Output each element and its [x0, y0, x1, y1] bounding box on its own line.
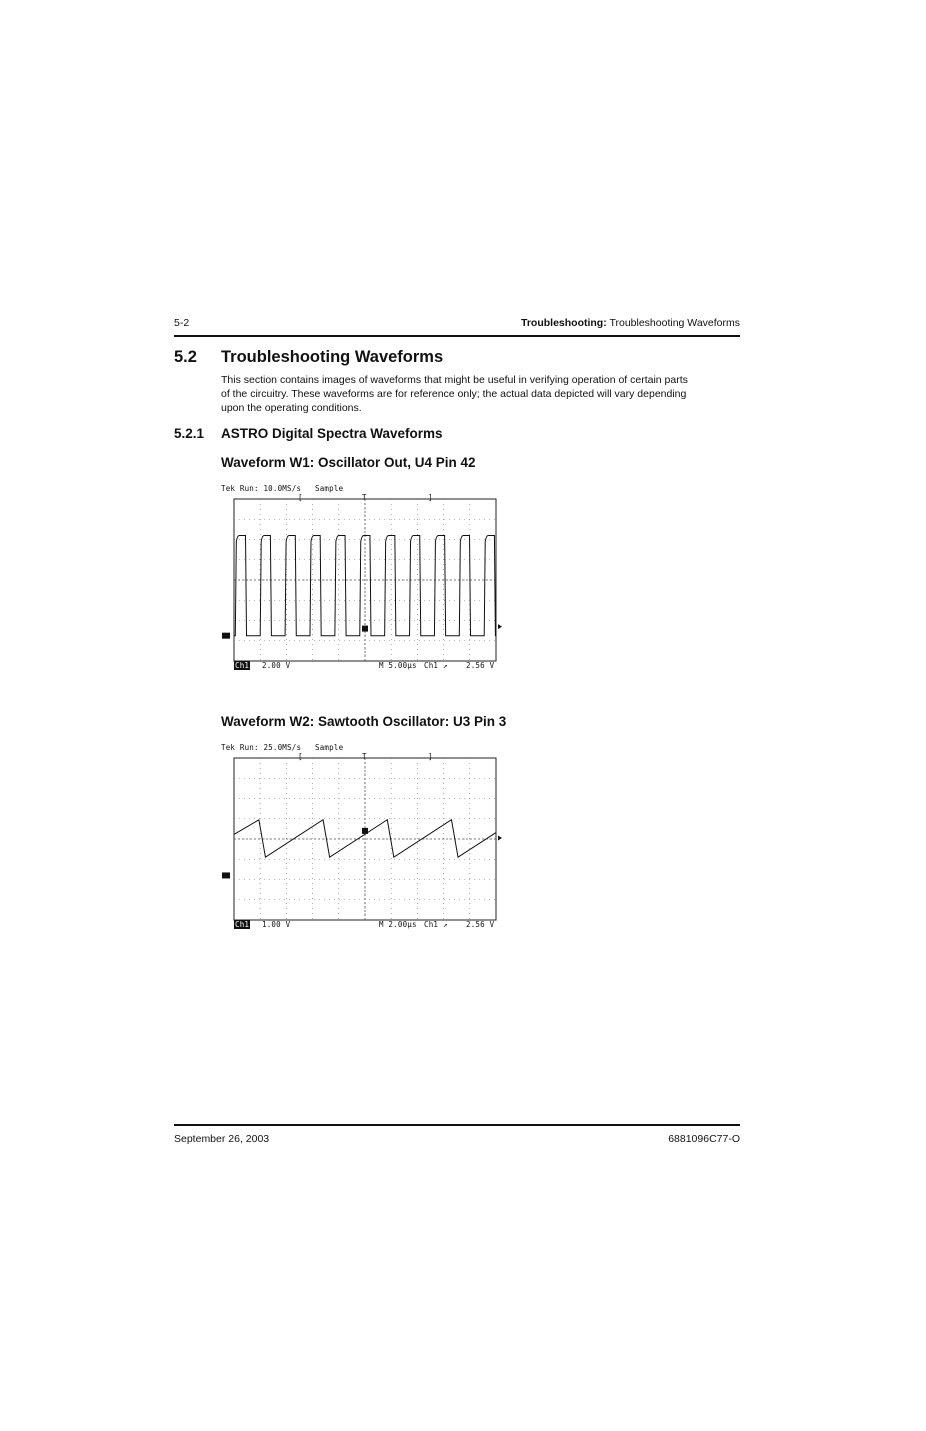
- waveform-w1-title: Waveform W1: Oscillator Out, U4 Pin 42: [221, 455, 476, 470]
- scope-w2-trigger-level: 2.56 V: [466, 920, 495, 929]
- ground-marker-icon: [222, 633, 230, 639]
- running-header-bold: Troubleshooting:: [520, 317, 607, 329]
- scope-w2-plot: [219, 753, 504, 933]
- scope-w1-cursor-right: ]: [428, 493, 433, 502]
- scope-w1-trigger-source: Ch1 ↗: [424, 661, 448, 670]
- scope-w2-trigger-source: Ch1 ↗: [424, 920, 448, 929]
- scope-w1-run-label: Tek Run: 10.0MS/s: [221, 484, 302, 493]
- running-header-title: Troubleshooting Waveforms: [609, 317, 740, 329]
- subsection-number: 5.2.1: [174, 426, 205, 441]
- trigger-level-arrow-icon: [498, 835, 502, 840]
- scope-w1-cursor-left: [: [298, 493, 303, 502]
- waveform-w2-title: Waveform W2: Sawtooth Oscillator: U3 Pin 3: [221, 714, 507, 729]
- ground-marker-icon: [222, 872, 230, 878]
- section-title: Troubleshooting Waveforms: [221, 348, 444, 366]
- scope-w1-trigger-marker: T: [362, 493, 367, 502]
- footer-rule: [174, 1124, 740, 1126]
- subsection-title: ASTRO Digital Spectra Waveforms: [221, 426, 443, 441]
- scope-w2-trigger-marker: T: [362, 752, 367, 761]
- scope-w1-channel-scale: 2.00 V: [262, 661, 291, 670]
- scope-w1-channel-badge: Ch1: [235, 661, 250, 670]
- trigger-level-arrow-icon: [498, 624, 502, 629]
- page-number: 5-2: [174, 317, 190, 329]
- paragraph-line: This section contains images of waveforms that might be useful in verifying operation of certain parts: [221, 374, 688, 386]
- scope-w2-cursor-right: ]: [428, 752, 433, 761]
- paragraph-line: upon the operating conditions.: [221, 402, 362, 414]
- scope-w2-cursor-left: [: [298, 752, 303, 761]
- running-header: [521, 317, 740, 329]
- section-paragraph: [221, 373, 741, 415]
- scope-w1-plot: [219, 494, 504, 674]
- scope-w2-channel-scale: 1.00 V: [262, 920, 291, 929]
- scope-w1-trigger-level: 2.56 V: [466, 661, 495, 670]
- trigger-point-icon: [362, 626, 368, 632]
- scope-w1-timebase: M 5.00µs: [379, 661, 417, 670]
- trigger-point-icon: [362, 828, 368, 834]
- footer-date: September 26, 2003: [174, 1133, 270, 1145]
- paragraph-line: of the circuitry. These waveforms are for reference only; the actual data depicted will vary depending: [221, 388, 687, 400]
- section-number: 5.2: [174, 348, 197, 366]
- scope-w2-channel-badge: Ch1: [235, 920, 250, 929]
- scope-w2-timebase: M 2.00µs: [379, 920, 417, 929]
- scope-w1-mode-label: Sample: [315, 484, 344, 493]
- scope-w2-mode-label: Sample: [315, 743, 344, 752]
- footer-doc-number: 6881096C77-O: [668, 1133, 740, 1145]
- scope-w2-run-label: Tek Run: 25.0MS/s: [221, 743, 302, 752]
- header-rule: [174, 335, 740, 337]
- scope-w1: [219, 484, 504, 674]
- scope-w2: [219, 743, 504, 933]
